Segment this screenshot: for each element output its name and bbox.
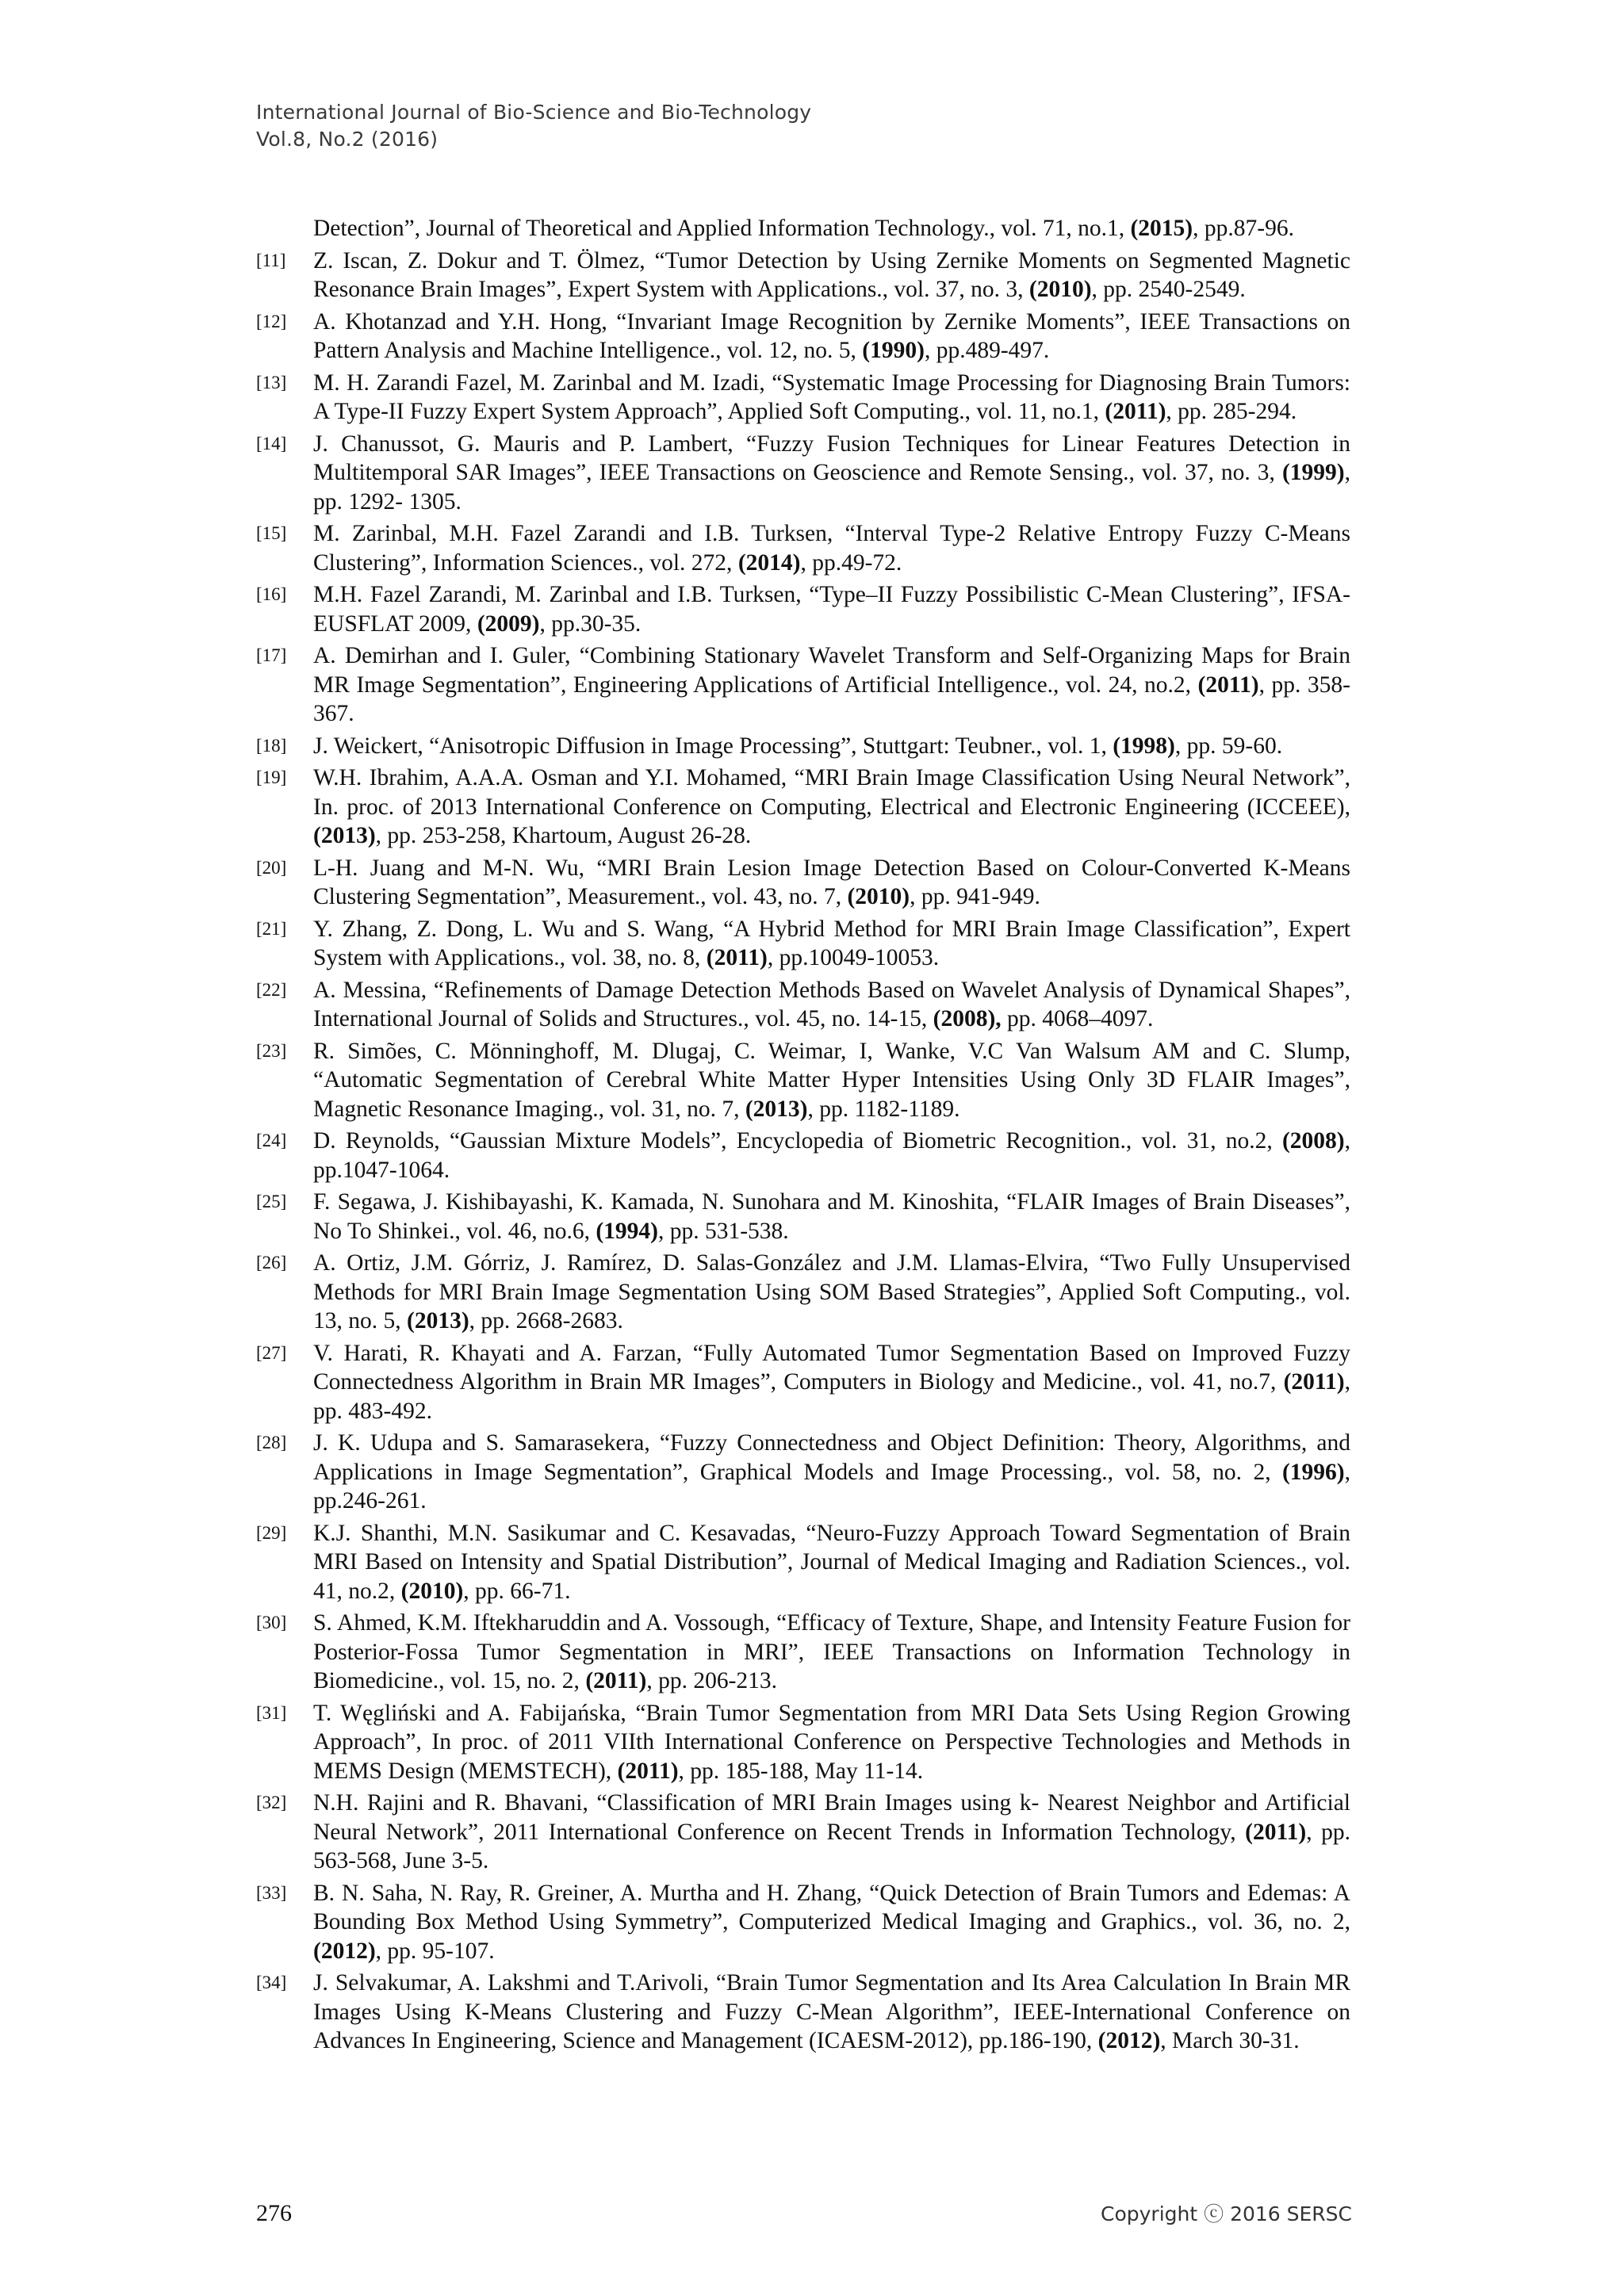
reference-entry bbox=[256, 369, 1350, 427]
reference-entry bbox=[256, 519, 1350, 577]
reference-segment: M. H. Zarandi Fazel, M. Zarinbal and M. Izadi, “Systematic Image Processing for Diagnosing Brain Tumors: A Type-II Fuzzy Expert System Approach”, Applied Soft Computing., vol. 11, no.1, bbox=[313, 369, 1350, 424]
reference-segment: , pp. 531-538. bbox=[657, 1218, 789, 1244]
reference-segment: R. Simões, C. Mönninghoff, M. Dlugaj, C. Weimar, I, Wanke, V.C Van Walsum AM and C. Slump, “Automatic Segmentation of Cerebral White Matter Hyper Intensities Using Only 3D FLAIR Images”, Magnetic Resonance Imaging., vol. 31, no. 7, bbox=[313, 1038, 1350, 1122]
reference-number: [22] bbox=[256, 979, 287, 1000]
reference-text bbox=[313, 1609, 1350, 1696]
reference-text bbox=[313, 1037, 1350, 1124]
reference-number: [20] bbox=[256, 857, 287, 878]
reference-entry bbox=[256, 915, 1350, 973]
reference-segment: , pp. 483-492. bbox=[313, 1369, 1350, 1424]
reference-text bbox=[313, 976, 1350, 1034]
reference-entry bbox=[256, 763, 1350, 851]
reference-text bbox=[313, 519, 1350, 577]
reference-segment: , pp. 1182-1189. bbox=[807, 1096, 960, 1122]
reference-text bbox=[313, 1249, 1350, 1336]
reference-segment: , pp. 95-107. bbox=[375, 1938, 495, 1964]
reference-year: (2008), bbox=[933, 1006, 1002, 1031]
reference-year: (2011) bbox=[1245, 1819, 1307, 1845]
reference-segment: K.J. Shanthi, M.N. Sasikumar and C. Kesavadas, “Neuro-Fuzzy Approach Toward Segmentation of Brain MRI Based on Intensity and Spatial Distribution”, Journal of Medical Imaging and Radiation Sciences., vol. 41, no.2, bbox=[313, 1520, 1350, 1604]
reference-entry bbox=[256, 1339, 1350, 1426]
reference-number: [17] bbox=[256, 645, 287, 665]
reference-year: (2012) bbox=[313, 1938, 376, 1964]
reference-entry bbox=[256, 1969, 1350, 2056]
reference-number: [12] bbox=[256, 311, 287, 331]
reference-segment: , pp.246-261. bbox=[313, 1459, 1350, 1513]
reference-text bbox=[313, 915, 1350, 973]
reference-number: [33] bbox=[256, 1882, 287, 1903]
journal-title: International Journal of Bio-Science and Bio-Technology bbox=[256, 101, 812, 124]
reference-text bbox=[313, 1789, 1350, 1876]
reference-segment: M.H. Fazel Zarandi, M. Zarinbal and I.B. Turksen, “Type–II Fuzzy Possibilistic C-Mean Clustering”, IFSA-EUSFLAT 2009, bbox=[313, 582, 1350, 637]
reference-number: [32] bbox=[256, 1793, 287, 1812]
reference-entry bbox=[256, 732, 1350, 761]
reference-number: [11] bbox=[256, 250, 286, 270]
reference-entry bbox=[256, 1789, 1350, 1876]
reference-segment: D. Reynolds, “Gaussian Mixture Models”, Encyclopedia of Biometric Recognition., vol. 31, no.2, bbox=[313, 1128, 1282, 1154]
reference-number: [27] bbox=[256, 1342, 287, 1363]
reference-entry bbox=[256, 976, 1350, 1034]
reference-segment: , pp. 358-367. bbox=[313, 672, 1350, 726]
reference-segment: , pp. 206-213. bbox=[646, 1668, 778, 1693]
reference-year: (2011) bbox=[1105, 399, 1166, 424]
reference-text bbox=[313, 580, 1350, 638]
reference-year: (2013) bbox=[745, 1096, 808, 1122]
reference-segment: , pp. 285-294. bbox=[1166, 399, 1297, 424]
reference-entry bbox=[256, 308, 1350, 365]
reference-year: (2008) bbox=[1281, 1128, 1345, 1154]
reference-number: [13] bbox=[256, 372, 287, 392]
reference-text bbox=[313, 732, 1350, 761]
reference-year: (1990) bbox=[862, 338, 925, 363]
reference-segment: Detection”, Journal of Theoretical and Applied Information Technology., vol. 71, no.1, bbox=[313, 216, 1131, 241]
reference-entry bbox=[256, 1609, 1350, 1696]
reference-entry bbox=[256, 1879, 1350, 1966]
reference-text bbox=[313, 641, 1350, 729]
reference-year: (2010) bbox=[1028, 277, 1092, 302]
reference-text bbox=[313, 1339, 1350, 1426]
reference-segment: W.H. Ibrahim, A.A.A. Osman and Y.I. Mohamed, “MRI Brain Image Classification Using Neural Network”, In. proc. of 2013 International Conference on Computing, Electrical and Electronic Engineering (ICCEEE), bbox=[313, 765, 1350, 820]
reference-entry bbox=[256, 641, 1350, 729]
reference-year: (2011) bbox=[617, 1758, 679, 1784]
reference-segment: , pp.87-96. bbox=[1193, 216, 1294, 241]
running-header bbox=[256, 99, 811, 153]
reference-year: (1994) bbox=[596, 1218, 658, 1244]
reference-segment: , pp. 941-949. bbox=[910, 884, 1040, 909]
reference-year: (2011) bbox=[1197, 672, 1259, 698]
reference-text bbox=[313, 1429, 1350, 1516]
reference-year: (2010) bbox=[847, 884, 910, 909]
reference-text bbox=[313, 214, 1350, 243]
reference-year: (2013) bbox=[407, 1308, 469, 1334]
reference-segment: , pp. 1292- 1305. bbox=[313, 460, 1350, 515]
reference-entry bbox=[256, 430, 1350, 517]
reference-segment: N.H. Rajini and R. Bhavani, “Classification of MRI Brain Images using k- Nearest Neighbor and Artificial Neural Network”, 2011 International Conference on Recent Trends in Information Technology, bbox=[313, 1790, 1350, 1845]
reference-entry bbox=[256, 247, 1350, 304]
reference-year: (2010) bbox=[400, 1578, 464, 1604]
reference-segment: , pp.489-497. bbox=[924, 338, 1050, 363]
reference-number: [14] bbox=[256, 433, 287, 453]
reference-number: [21] bbox=[256, 918, 287, 939]
reference-segment: A. Khotanzad and Y.H. Hong, “Invariant Image Recognition by Zernike Moments”, IEEE Transactions on Pattern Analysis and Machine Intelligence., vol. 12, no. 5, bbox=[313, 308, 1350, 363]
reference-entry bbox=[256, 1699, 1350, 1786]
reference-segment: J. K. Udupa and S. Samarasekera, “Fuzzy Connectedness and Object Definition: Theory, Algorithms, and Applications in Image Segmentation”, Graphical Models and Image Processing., vol. 58, no. 2, bbox=[313, 1430, 1350, 1485]
reference-entry bbox=[256, 1519, 1350, 1606]
reference-year: (1999) bbox=[1281, 460, 1345, 485]
reference-text bbox=[313, 1699, 1350, 1786]
reference-number: [25] bbox=[256, 1192, 287, 1211]
reference-segment: , pp.49-72. bbox=[800, 549, 902, 576]
journal-volume: Vol.8, No.2 (2016) bbox=[256, 128, 439, 151]
reference-segment: , March 30-31. bbox=[1160, 2028, 1300, 2053]
reference-number: [31] bbox=[256, 1702, 287, 1723]
reference-segment: , pp.30-35. bbox=[539, 610, 642, 637]
reference-number: [24] bbox=[256, 1131, 287, 1150]
reference-number: [29] bbox=[256, 1522, 287, 1543]
reference-text bbox=[313, 1879, 1350, 1966]
reference-text bbox=[313, 1188, 1350, 1246]
reference-year: (2009) bbox=[477, 610, 540, 637]
reference-segment: V. Harati, R. Khayati and A. Farzan, “Fully Automated Tumor Segmentation Based on Improved Fuzzy Connectedness Algorithm in Brain MR Images”, Computers in Biology and Medicine., vol. 41, no.7, bbox=[313, 1340, 1350, 1395]
reference-segment: A. Demirhan and I. Guler, “Combining Stationary Wavelet Transform and Self-Organizing Maps for Brain MR Image Segmentation”, Engineering Applications of Artificial Intelligence., vol. 24, no.2, bbox=[313, 643, 1350, 698]
reference-number: [34] bbox=[256, 1973, 287, 1992]
reference-segment: , pp.1047-1064. bbox=[313, 1128, 1350, 1183]
reference-entry bbox=[256, 1188, 1350, 1246]
reference-segment: , pp. 66-71. bbox=[463, 1578, 571, 1604]
reference-number: [30] bbox=[256, 1613, 287, 1632]
reference-segment: M. Zarinbal, M.H. Fazel Zarandi and I.B. Turksen, “Interval Type-2 Relative Entropy Fuzzy C-Means Clustering”, Information Sciences., vol. 272, bbox=[313, 521, 1350, 576]
reference-entry bbox=[256, 854, 1350, 912]
reference-number: [16] bbox=[256, 584, 287, 604]
reference-entry bbox=[256, 1037, 1350, 1124]
reference-number: [15] bbox=[256, 523, 287, 543]
reference-segment: A. Messina, “Refinements of Damage Detection Methods Based on Wavelet Analysis of Dynamical Shapes”, International Journal of Solids and Structures., vol. 45, no. 14-15, bbox=[313, 977, 1350, 1031]
reference-text bbox=[313, 763, 1350, 851]
reference-year: (2013) bbox=[313, 823, 376, 848]
reference-year: (2011) bbox=[585, 1668, 647, 1693]
reference-segment: L-H. Juang and M-N. Wu, “MRI Brain Lesion Image Detection Based on Colour-Converted K-Means Clustering Segmentation”, Measurement., vol. 43, no. 7, bbox=[313, 855, 1350, 909]
reference-text bbox=[313, 1127, 1350, 1184]
reference-text bbox=[313, 1969, 1350, 2056]
reference-text bbox=[313, 369, 1350, 427]
reference-list bbox=[256, 214, 1350, 2059]
page-number: 276 bbox=[256, 2200, 292, 2226]
reference-segment: , pp. 2668-2683. bbox=[469, 1308, 623, 1334]
reference-segment: , pp. 185-188, May 11-14. bbox=[678, 1758, 924, 1784]
reference-segment: , pp. 253-258, Khartoum, August 26-28. bbox=[375, 823, 752, 848]
reference-year: (1998) bbox=[1113, 733, 1175, 759]
reference-segment: , pp. 59-60. bbox=[1174, 733, 1283, 759]
reference-segment: Y. Zhang, Z. Dong, L. Wu and S. Wang, “A Hybrid Method for MRI Brain Image Classification”, Expert System with Applications., vol. 38, no. 8, bbox=[313, 916, 1350, 970]
reference-number: [26] bbox=[256, 1253, 287, 1272]
reference-segment: T. Węgliński and A. Fabijańska, “Brain Tumor Segmentation from MRI Data Sets Using Region Growing Approach”, In proc. of 2011 VIIth International Conference on Perspective Technologies and Methods in MEMS Design (MEMSTECH), bbox=[313, 1700, 1350, 1784]
reference-segment: J. Selvakumar, A. Lakshmi and T.Arivoli, “Brain Tumor Segmentation and Its Area Calculation In Brain MR Images Using K-Means Clustering and Fuzzy C-Mean Algorithm”, IEEE-International Conference on Advances In Engineering, Science and Management (ICAESM-2012), pp.186-190, bbox=[313, 1970, 1350, 2053]
reference-entry bbox=[256, 1127, 1350, 1184]
copyright-notice: Copyright ⓒ 2016 SERSC bbox=[1101, 2202, 1352, 2225]
reference-segment: S. Ahmed, K.M. Iftekharuddin and A. Vossough, “Efficacy of Texture, Shape, and Intensity Feature Fusion for Posterior-Fossa Tumor Segmentation in MRI”, IEEE Transactions on Information Technology in Biomedicine., vol. 15, no. 2, bbox=[313, 1610, 1350, 1693]
reference-text bbox=[313, 430, 1350, 517]
reference-number: [28] bbox=[256, 1433, 287, 1452]
reference-segment: F. Segawa, J. Kishibayashi, K. Kamada, N. Sunohara and M. Kinoshita, “FLAIR Images of Brain Diseases”, No To Shinkei., vol. 46, no.6, bbox=[313, 1189, 1350, 1244]
reference-number: [23] bbox=[256, 1040, 287, 1061]
reference-text bbox=[313, 308, 1350, 365]
reference-text bbox=[313, 1519, 1350, 1606]
reference-number: [19] bbox=[256, 767, 287, 787]
reference-year: (2011) bbox=[1283, 1369, 1345, 1395]
reference-segment: B. N. Saha, N. Ray, R. Greiner, A. Murtha and H. Zhang, “Quick Detection of Brain Tumors and Edemas: A Bounding Box Method Using Symmetry”, Computerized Medical Imaging and Graphics., vol. 36, no. 2, bbox=[313, 1880, 1350, 1934]
reference-year: (2015) bbox=[1130, 216, 1193, 241]
reference-entry bbox=[256, 580, 1350, 638]
reference-entry bbox=[256, 1249, 1350, 1336]
reference-segment: J. Chanussot, G. Mauris and P. Lambert, “Fuzzy Fusion Techniques for Linear Features Detection in Multitemporal SAR Images”, IEEE Transactions on Geoscience and Remote Sensing., vol. 37, no. 3, bbox=[313, 430, 1350, 485]
reference-year: (2012) bbox=[1097, 2028, 1161, 2053]
reference-entry bbox=[256, 214, 1350, 243]
reference-year: (2014) bbox=[737, 549, 801, 576]
reference-segment: , pp. 563-568, June 3-5. bbox=[313, 1819, 1351, 1873]
reference-segment: pp. 4068–4097. bbox=[1001, 1006, 1154, 1031]
reference-entry bbox=[256, 1429, 1350, 1516]
reference-segment: Z. Iscan, Z. Dokur and T. Ölmez, “Tumor Detection by Using Zernike Moments on Segmented Magnetic Resonance Brain Images”, Expert System with Applications., vol. 37, no. 3, bbox=[313, 247, 1350, 302]
reference-year: (2011) bbox=[706, 945, 768, 970]
reference-segment: A. Ortiz, J.M. Górriz, J. Ramírez, D. Salas-González and J.M. Llamas-Elvira, “Two Fully Unsupervised Methods for MRI Brain Image Segmentation Using SOM Based Strategies”, Applied Soft Computing., vol. 13, no. 5, bbox=[313, 1250, 1350, 1334]
reference-year: (1996) bbox=[1281, 1459, 1345, 1485]
reference-segment: , pp.10049-10053. bbox=[767, 945, 940, 970]
reference-text bbox=[313, 854, 1350, 912]
reference-text bbox=[313, 247, 1350, 304]
reference-segment: J. Weickert, “Anisotropic Diffusion in Image Processing”, Stuttgart: Teubner., vol. 1, bbox=[313, 733, 1113, 759]
reference-number: [18] bbox=[256, 735, 287, 756]
reference-segment: , pp. 2540-2549. bbox=[1091, 277, 1246, 302]
